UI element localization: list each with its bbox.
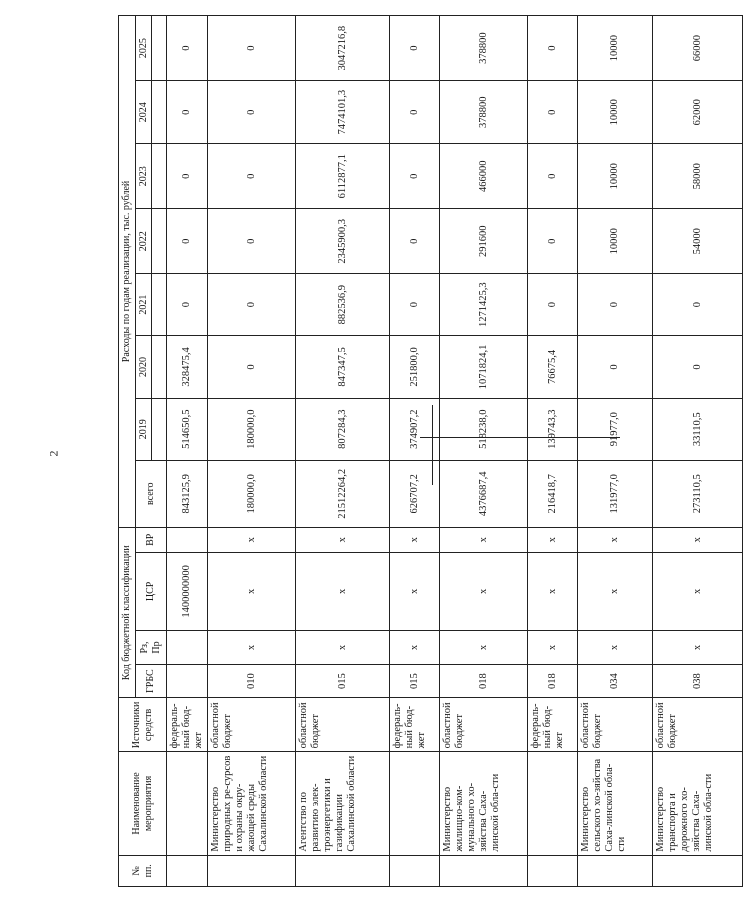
row-name: Министерство транспорта и дорожного хо-зяйства Саха-линской обла-сти bbox=[653, 752, 743, 855]
row-year-value: 0 bbox=[167, 16, 208, 81]
row-source: федераль-ный бюд-жет bbox=[390, 698, 440, 752]
header-spacer bbox=[152, 16, 167, 81]
row-year-value: 180000,0 bbox=[208, 398, 296, 460]
row-csr: х bbox=[390, 552, 440, 631]
header-row-1 bbox=[119, 16, 136, 887]
row-total: 131977,0 bbox=[578, 460, 653, 527]
row-total: 843125,9 bbox=[167, 460, 208, 527]
header-no: № пп. bbox=[119, 855, 167, 886]
row-year-value: 0 bbox=[528, 144, 578, 209]
row-csr: х bbox=[296, 552, 390, 631]
row-year-value: 0 bbox=[390, 16, 440, 81]
row-year-value: 0 bbox=[653, 336, 743, 399]
table-row bbox=[296, 16, 390, 887]
row-vr: х bbox=[208, 527, 296, 552]
row-name bbox=[390, 752, 440, 855]
row-rzpr: х bbox=[528, 631, 578, 665]
page-number: 2 bbox=[46, 450, 61, 457]
row-year-value: 518238,0 bbox=[440, 398, 528, 460]
header-spacer bbox=[152, 336, 167, 399]
row-year-value: 0 bbox=[208, 144, 296, 209]
row-source: областной бюджет bbox=[653, 698, 743, 752]
row-csr: х bbox=[528, 552, 578, 631]
row-rzpr: х bbox=[440, 631, 528, 665]
header-csr: ЦСР bbox=[135, 552, 167, 631]
row-year-value: 3047216,8 bbox=[296, 16, 390, 81]
row-grbs: 015 bbox=[296, 664, 390, 698]
header-source: Источники средств bbox=[119, 698, 167, 752]
row-year-value: 0 bbox=[167, 274, 208, 336]
row-no bbox=[167, 855, 208, 886]
row-name: Министерство природных ре-сурсов и охраны окру-жающей среды Сахалинской области bbox=[208, 752, 296, 855]
header-vr: ВР bbox=[135, 527, 167, 552]
row-rzpr: х bbox=[208, 631, 296, 665]
table-row bbox=[653, 16, 743, 887]
row-name: Агентство по развитию элек-троэнергетики и газификации Сахалинской области bbox=[296, 752, 390, 855]
row-grbs: 034 bbox=[578, 664, 653, 698]
row-csr: х bbox=[208, 552, 296, 631]
row-grbs: 010 bbox=[208, 664, 296, 698]
header-name: Наименование мероприятия bbox=[119, 752, 167, 855]
row-year-value: 33110,5 bbox=[653, 398, 743, 460]
row-year-value: 0 bbox=[528, 209, 578, 274]
row-vr: х bbox=[440, 527, 528, 552]
table-row bbox=[390, 16, 440, 887]
row-no bbox=[440, 855, 528, 886]
row-year-value: 0 bbox=[653, 274, 743, 336]
row-name: Министерство сельского хо-зяйства Саха-линской обла-сти bbox=[578, 752, 653, 855]
row-year-value: 66000 bbox=[653, 16, 743, 81]
row-year-value: 6112877,1 bbox=[296, 144, 390, 209]
header-year: 2020 bbox=[135, 336, 152, 399]
header-year: 2024 bbox=[135, 81, 152, 144]
header-expenses: Расходы по годам реализации, тыс. рублей bbox=[119, 16, 136, 528]
header-spacer bbox=[152, 209, 167, 274]
header-grbs: ГРБС bbox=[135, 664, 167, 698]
row-vr: х bbox=[390, 527, 440, 552]
row-year-value: 0 bbox=[578, 274, 653, 336]
row-name bbox=[528, 752, 578, 855]
table-row bbox=[440, 16, 528, 887]
row-vr bbox=[167, 527, 208, 552]
row-year-value: 76675,4 bbox=[528, 336, 578, 399]
row-total: 626707,2 bbox=[390, 460, 440, 527]
row-year-value: 91977,0 bbox=[578, 398, 653, 460]
row-vr: х bbox=[296, 527, 390, 552]
row-year-value: 58000 bbox=[653, 144, 743, 209]
row-source: федераль-ный бюд-жет bbox=[528, 698, 578, 752]
row-year-value: 0 bbox=[208, 81, 296, 144]
row-source: федераль-ный бюд-жет bbox=[167, 698, 208, 752]
row-year-value: 1071824,1 bbox=[440, 336, 528, 399]
row-year-value: 0 bbox=[528, 274, 578, 336]
row-year-value: 0 bbox=[208, 336, 296, 399]
row-year-value: 0 bbox=[167, 144, 208, 209]
row-year-value: 10000 bbox=[578, 81, 653, 144]
row-rzpr: х bbox=[390, 631, 440, 665]
header-year: 2019 bbox=[135, 398, 152, 460]
header-spacer bbox=[152, 398, 167, 460]
header-year: 2021 bbox=[135, 274, 152, 336]
row-no bbox=[208, 855, 296, 886]
row-year-value: 0 bbox=[578, 336, 653, 399]
row-year-value: 0 bbox=[208, 274, 296, 336]
rotated-page-content bbox=[118, 15, 715, 887]
row-year-value: 139743,3 bbox=[528, 398, 578, 460]
row-rzpr: х bbox=[578, 631, 653, 665]
row-total: 180000,0 bbox=[208, 460, 296, 527]
row-vr: х bbox=[578, 527, 653, 552]
row-vr: х bbox=[653, 527, 743, 552]
row-year-value: 0 bbox=[390, 274, 440, 336]
row-csr: 1400000000 bbox=[167, 552, 208, 631]
row-year-value: 0 bbox=[390, 144, 440, 209]
row-no bbox=[653, 855, 743, 886]
row-year-value: 10000 bbox=[578, 144, 653, 209]
row-year-value: 2345900,3 bbox=[296, 209, 390, 274]
table-body bbox=[167, 16, 743, 887]
row-year-value: 328475,4 bbox=[167, 336, 208, 399]
row-grbs: 038 bbox=[653, 664, 743, 698]
row-year-value: 0 bbox=[167, 81, 208, 144]
row-source: областной бюджет bbox=[440, 698, 528, 752]
header-kbk: Код бюджетной классификации bbox=[119, 527, 136, 698]
table-row bbox=[208, 16, 296, 887]
header-year: 2025 bbox=[135, 16, 152, 81]
row-year-value: 0 bbox=[208, 16, 296, 81]
header-spacer bbox=[152, 274, 167, 336]
row-year-value: 7474101,3 bbox=[296, 81, 390, 144]
row-rzpr: х bbox=[653, 631, 743, 665]
row-year-value: 378800 bbox=[440, 81, 528, 144]
row-year-value: 807284,3 bbox=[296, 398, 390, 460]
row-total: 21512264,2 bbox=[296, 460, 390, 527]
row-total: 273110,5 bbox=[653, 460, 743, 527]
header-spacer bbox=[152, 144, 167, 209]
row-csr: х bbox=[440, 552, 528, 631]
row-year-value: 1271425,3 bbox=[440, 274, 528, 336]
row-grbs: 018 bbox=[440, 664, 528, 698]
row-no bbox=[296, 855, 390, 886]
row-total: 216418,7 bbox=[528, 460, 578, 527]
row-grbs: 018 bbox=[528, 664, 578, 698]
row-no bbox=[528, 855, 578, 886]
row-year-value: 374907,2 bbox=[390, 398, 440, 460]
row-source: областной бюджет bbox=[208, 698, 296, 752]
row-year-value: 0 bbox=[528, 16, 578, 81]
row-year-value: 882536,9 bbox=[296, 274, 390, 336]
row-source: областной бюджет bbox=[578, 698, 653, 752]
header-year: 2023 bbox=[135, 144, 152, 209]
row-year-value: 0 bbox=[390, 209, 440, 274]
header-rzpr: Рз, Пр bbox=[135, 631, 167, 665]
row-year-value: 54000 bbox=[653, 209, 743, 274]
row-no bbox=[390, 855, 440, 886]
row-csr: х bbox=[578, 552, 653, 631]
row-year-value: 466000 bbox=[440, 144, 528, 209]
row-total: 4376687,4 bbox=[440, 460, 528, 527]
row-year-value: 62000 bbox=[653, 81, 743, 144]
row-vr: х bbox=[528, 527, 578, 552]
row-year-value: 378800 bbox=[440, 16, 528, 81]
row-name: Министерство жилищно-ком-мунального хо-зяйства Саха-линской обла-сти bbox=[440, 752, 528, 855]
row-year-value: 10000 bbox=[578, 16, 653, 81]
row-rzpr: х bbox=[296, 631, 390, 665]
row-rzpr bbox=[167, 631, 208, 665]
budget-table bbox=[118, 15, 743, 887]
row-source: областной бюджет bbox=[296, 698, 390, 752]
row-year-value: 514650,5 bbox=[167, 398, 208, 460]
row-year-value: 0 bbox=[528, 81, 578, 144]
row-year-value: 10000 bbox=[578, 209, 653, 274]
header-spacer bbox=[152, 81, 167, 144]
table-row bbox=[167, 16, 208, 887]
row-grbs: 015 bbox=[390, 664, 440, 698]
rotated-table-frame bbox=[118, 15, 715, 887]
header-year: 2022 bbox=[135, 209, 152, 274]
row-grbs bbox=[167, 664, 208, 698]
header-total: всего bbox=[135, 460, 167, 527]
row-year-value: 847347,5 bbox=[296, 336, 390, 399]
row-year-value: 251800,0 bbox=[390, 336, 440, 399]
row-csr: х bbox=[653, 552, 743, 631]
table-row bbox=[528, 16, 578, 887]
row-year-value: 0 bbox=[167, 209, 208, 274]
row-year-value: 0 bbox=[390, 81, 440, 144]
row-year-value: 291600 bbox=[440, 209, 528, 274]
table-row bbox=[578, 16, 653, 887]
row-year-value: 0 bbox=[208, 209, 296, 274]
row-name bbox=[167, 752, 208, 855]
row-no bbox=[578, 855, 653, 886]
